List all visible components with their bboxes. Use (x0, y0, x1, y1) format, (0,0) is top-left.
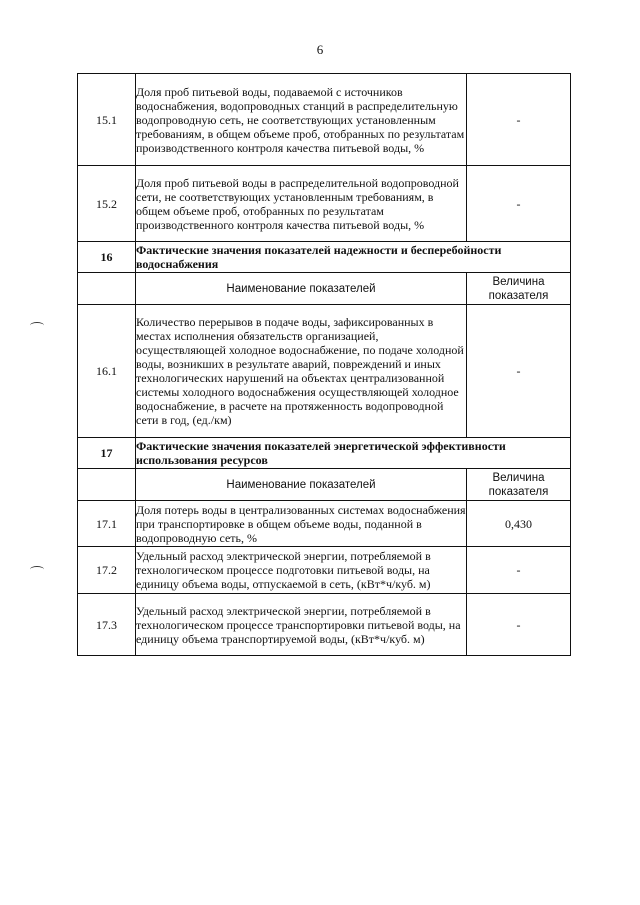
section-row-17 (78, 438, 571, 469)
column-header-value: Величина показателя (467, 273, 571, 305)
row-number: 15.2 (78, 166, 136, 242)
empty-cell (78, 469, 136, 501)
section-title: Фактические значения показателей энергетической эффективности использования ресурсов (136, 438, 571, 469)
table-row-17-2 (78, 547, 571, 594)
column-header-value: Величина показателя (467, 469, 571, 501)
column-header-row (78, 273, 571, 305)
empty-cell (78, 273, 136, 305)
indicator-value: - (467, 74, 571, 166)
indicator-text: Доля проб питьевой воды, подаваемой с источников водоснабжения, водопроводных станций в распределительную водопроводную сеть, не соответствующих установленным требованиям, в общем объеме проб, отобранных по результатам производственного контроля качества питьевой воды, % (136, 74, 467, 166)
page-number: 6 (316, 42, 324, 57)
table-row-15-2 (78, 166, 571, 242)
section-title: Фактические значения показателей надежности и бесперебойности водоснабжения (136, 242, 571, 273)
row-number: 17.3 (78, 594, 136, 656)
indicator-text: Доля потерь воды в централизованных системах водоснабжения при транспортировке в общем объеме воды, поданной в водопроводную сеть, % (136, 502, 466, 545)
section-row-16 (78, 242, 571, 273)
indicator-value: - (467, 547, 571, 594)
row-number: 17.2 (78, 547, 136, 594)
table-row-16-1 (78, 305, 571, 438)
row-number: 16.1 (78, 305, 136, 438)
section-number: 16 (78, 242, 136, 273)
column-header-name: Наименование показателей (136, 469, 467, 501)
column-header-name: Наименование показателей (136, 273, 467, 305)
indicator-value: - (467, 594, 571, 656)
indicator-text: Удельный расход электрической энергии, потребляемой в технологическом процессе транспортировки питьевой воды, на единицу объема транспортируемой воды, (кВт*ч/куб. м) (136, 594, 467, 656)
column-header-row (78, 469, 571, 501)
table-row-15-1 (78, 74, 571, 166)
indicators-table (77, 73, 571, 656)
indicator-value: 0,430 (467, 501, 571, 547)
table-row-17-3 (78, 594, 571, 656)
row-number: 15.1 (78, 74, 136, 166)
indicator-text: Удельный расход электрической энергии, потребляемой в технологическом процессе подготовки питьевой воды, на единицу объема воды, отпускаемой в сеть, (кВт*ч/куб. м) (136, 547, 467, 594)
indicator-value: - (467, 305, 571, 438)
indicator-value: - (467, 166, 571, 242)
table-row-17-1 (78, 501, 571, 547)
margin-mark (30, 322, 44, 329)
margin-mark (30, 566, 44, 573)
indicator-text: Доля проб питьевой воды в распределительной водопроводной сети, не соответствующих установленным требованиям, в общем объеме проб, отобранных по результатам производственного контроля качества питьевой воды, % (136, 166, 467, 242)
row-number: 17.1 (78, 501, 136, 547)
section-number: 17 (78, 438, 136, 469)
indicator-text: Количество перерывов в подаче воды, зафиксированных в местах исполнения обязательств организацией, осуществляющей холодное водоснабжение, по подаче холодной воды, возникших в результате аварий, повреждений и иных технологических нарушений на объектах централизованной системы холодного водоснабжения осуществляющей холодное водоснабжение, в расчете на протяженность водопроводной сети в год, (ед./км) (136, 305, 467, 438)
